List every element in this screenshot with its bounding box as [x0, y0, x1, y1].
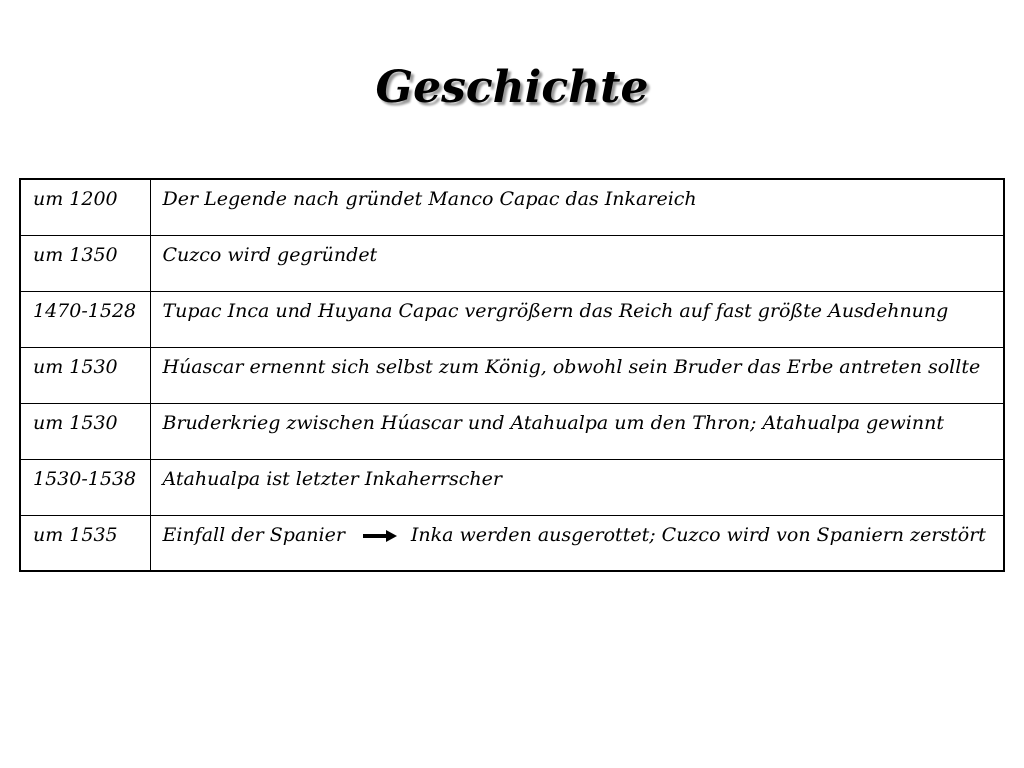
date-cell: um 1535	[20, 515, 150, 571]
table-row	[20, 347, 1004, 403]
event-cell: Atahualpa ist letzter Inkaherrscher	[150, 459, 1004, 515]
event-cell	[150, 515, 1004, 571]
table-row	[20, 515, 1004, 571]
date-cell: um 1350	[20, 235, 150, 291]
right-arrow-icon	[363, 530, 397, 542]
event-cell: Cuzco wird gegründet	[150, 235, 1004, 291]
date-cell: um 1530	[20, 347, 150, 403]
event-cell: Húascar ernennt sich selbst zum König, obwohl sein Bruder das Erbe antreten sollte	[150, 347, 1004, 403]
table-row	[20, 291, 1004, 347]
table-row	[20, 459, 1004, 515]
event-cell: Der Legende nach gründet Manco Capac das Inkareich	[150, 179, 1004, 235]
table-row	[20, 179, 1004, 235]
event-text-before: Einfall der Spanier	[162, 523, 345, 546]
event-cell: Bruderkrieg zwischen Húascar und Atahualpa um den Thron; Atahualpa gewinnt	[150, 403, 1004, 459]
event-cell: Tupac Inca und Huyana Capac vergrößern das Reich auf fast größte Ausdehnung	[150, 291, 1004, 347]
date-cell: 1530-1538	[20, 459, 150, 515]
table-row	[20, 403, 1004, 459]
event-text-after: Inka werden ausgerottet; Cuzco wird von Spaniern zerstört	[410, 523, 986, 546]
history-table	[19, 178, 1005, 572]
date-cell: um 1200	[20, 179, 150, 235]
table-row	[20, 235, 1004, 291]
date-cell: um 1530	[20, 403, 150, 459]
date-cell: 1470-1528	[20, 291, 150, 347]
page-title: Geschichte	[375, 62, 649, 113]
